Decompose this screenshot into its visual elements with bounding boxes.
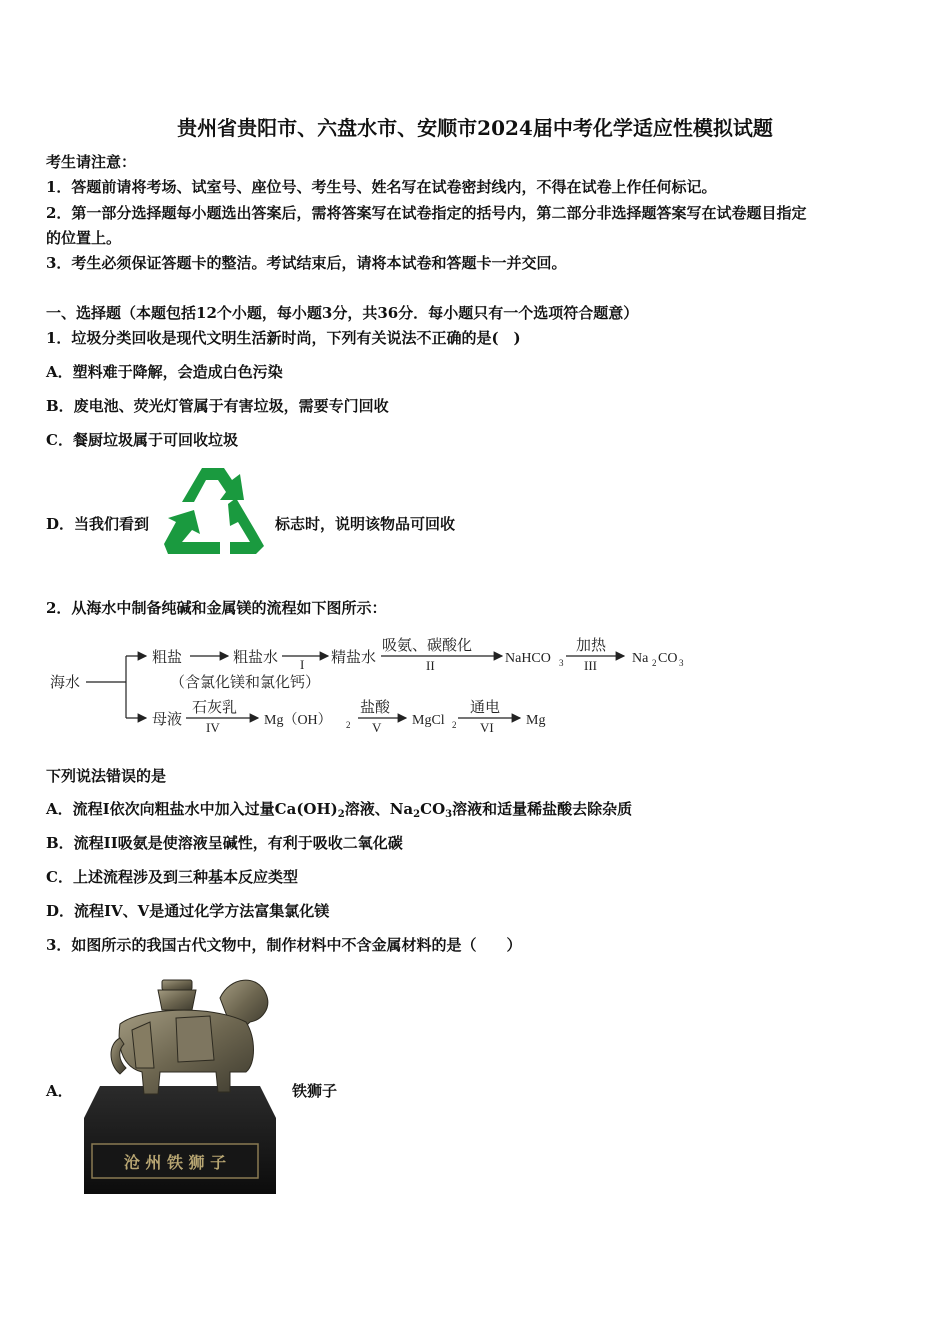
flow-heat: 加热 bbox=[576, 636, 607, 654]
recycle-icon bbox=[160, 462, 274, 558]
q1-option-d-post: 标志时，说明该物品可回收 bbox=[275, 515, 456, 533]
flow-impurity-note: （含氯化镁和氯化钙） bbox=[170, 673, 321, 691]
flow-na2co3-sub3: 3 bbox=[679, 658, 684, 668]
flow-crude-salt: 粗盐 bbox=[152, 648, 183, 666]
flow-mgoh2: Mg（OH） bbox=[264, 713, 332, 728]
flow-step-2: II bbox=[426, 658, 435, 673]
q1-option-c: C．餐厨垃圾属于可回收垃圾 bbox=[46, 431, 238, 449]
q2-option-c: C．上述流程涉及到三种基本反应类型 bbox=[46, 868, 298, 886]
process-flow-diagram bbox=[46, 632, 706, 742]
q2-stem: 2．从海水中制备纯碱和金属镁的流程如下图所示： bbox=[46, 599, 387, 617]
flow-mother-liquor: 母液 bbox=[152, 710, 183, 728]
flow-pure-brine: 精盐水 bbox=[331, 648, 377, 666]
q2-option-b: B．流程II吸氨是使溶液呈碱性，有利于吸收二氧化碳 bbox=[46, 834, 403, 852]
flow-nahco3-sub: 3 bbox=[559, 658, 564, 668]
iron-lion-photo bbox=[80, 968, 280, 1194]
q2-a-sub3: 3 bbox=[445, 809, 453, 820]
flow-step-5: V bbox=[372, 720, 382, 735]
flow-lime-milk: 石灰乳 bbox=[192, 698, 238, 716]
notice-item-2-cont: 的位置上。 bbox=[46, 229, 122, 247]
flow-mg: Mg bbox=[526, 713, 546, 728]
page-title: 贵州省贵阳市、六盘水市、安顺市2024届中考化学适应性模拟试题 bbox=[177, 116, 773, 140]
q2-option-a bbox=[46, 799, 632, 819]
q2-option-d: D．流程IV、V是通过化学方法富集氯化镁 bbox=[46, 902, 330, 920]
flow-step-6: VI bbox=[480, 720, 494, 735]
flow-step-1: I bbox=[300, 657, 305, 672]
notice-item-3: 3．考生必须保证答题卡的整洁。考试结束后，请将本试卷和答题卡一并交回。 bbox=[46, 254, 567, 272]
q2-a-pre: A．流程I依次向粗盐水中加入过量Ca(OH) bbox=[46, 800, 338, 818]
notice-item-1: 1．答题前请将考场、试室号、座位号、考生号、姓名写在试卷密封线内，不得在试卷上作任何标记。 bbox=[46, 178, 717, 196]
q3-stem: 3．如图所示的我国古代文物中，制作材料中不含金属材料的是（ ） bbox=[46, 936, 522, 954]
q3-option-a-label: A． bbox=[46, 1082, 73, 1100]
plaque-text: 沧 州 铁 狮 子 bbox=[123, 1153, 227, 1172]
flow-mgcl2: MgCl bbox=[412, 713, 445, 728]
notice-heading: 考生请注意： bbox=[46, 153, 137, 171]
q1-stem: 1．垃圾分类回收是现代文明生活新时尚，下列有关说法不正确的是( ) bbox=[46, 329, 521, 347]
flow-step-3: III bbox=[584, 658, 597, 673]
q1-option-b: B．废电池、荧光灯管属于有害垃圾，需要专门回收 bbox=[46, 397, 389, 415]
flow-nahco3: NaHCO bbox=[505, 651, 551, 666]
section-heading: 一、选择题（本题包括12个小题，每小题3分，共36分．每小题只有一个选项符合题意） bbox=[46, 304, 639, 322]
q3-option-a-caption: 铁狮子 bbox=[292, 1082, 338, 1100]
q2-a-co: CO bbox=[420, 800, 446, 818]
notice-item-2: 2．第一部分选择题每小题选出答案后，需将答案写在试卷指定的括号内，第二部分非选择题答案写在试卷题目指定 bbox=[46, 204, 807, 222]
flow-seawater: 海水 bbox=[50, 673, 81, 691]
q2-a-mid: 溶液、Na bbox=[344, 800, 414, 818]
flow-step-4: IV bbox=[206, 720, 220, 735]
flow-hcl: 盐酸 bbox=[360, 698, 391, 716]
flow-na2co3-co: CO bbox=[658, 651, 678, 666]
flow-electrify: 通电 bbox=[470, 698, 501, 716]
q1-option-a: A．塑料难于降解，会造成白色污染 bbox=[46, 363, 283, 381]
flow-mgcl2-sub: 2 bbox=[452, 720, 457, 730]
q2-prompt: 下列说法错误的是 bbox=[46, 767, 167, 785]
flow-na2co3-na: Na bbox=[632, 651, 649, 666]
q2-a-sub2: 2 bbox=[337, 809, 345, 820]
flow-crude-brine: 粗盐水 bbox=[233, 648, 279, 666]
q2-a-sub2b: 2 bbox=[413, 809, 421, 820]
flow-na2co3-sub2: 2 bbox=[652, 658, 657, 668]
flow-mgoh2-sub: 2 bbox=[346, 720, 351, 730]
flow-reagent-2: 吸氨、碳酸化 bbox=[382, 636, 473, 654]
q1-option-d-pre: D．当我们看到 bbox=[46, 515, 150, 533]
q2-a-post: 溶液和适量稀盐酸去除杂质 bbox=[452, 800, 633, 818]
